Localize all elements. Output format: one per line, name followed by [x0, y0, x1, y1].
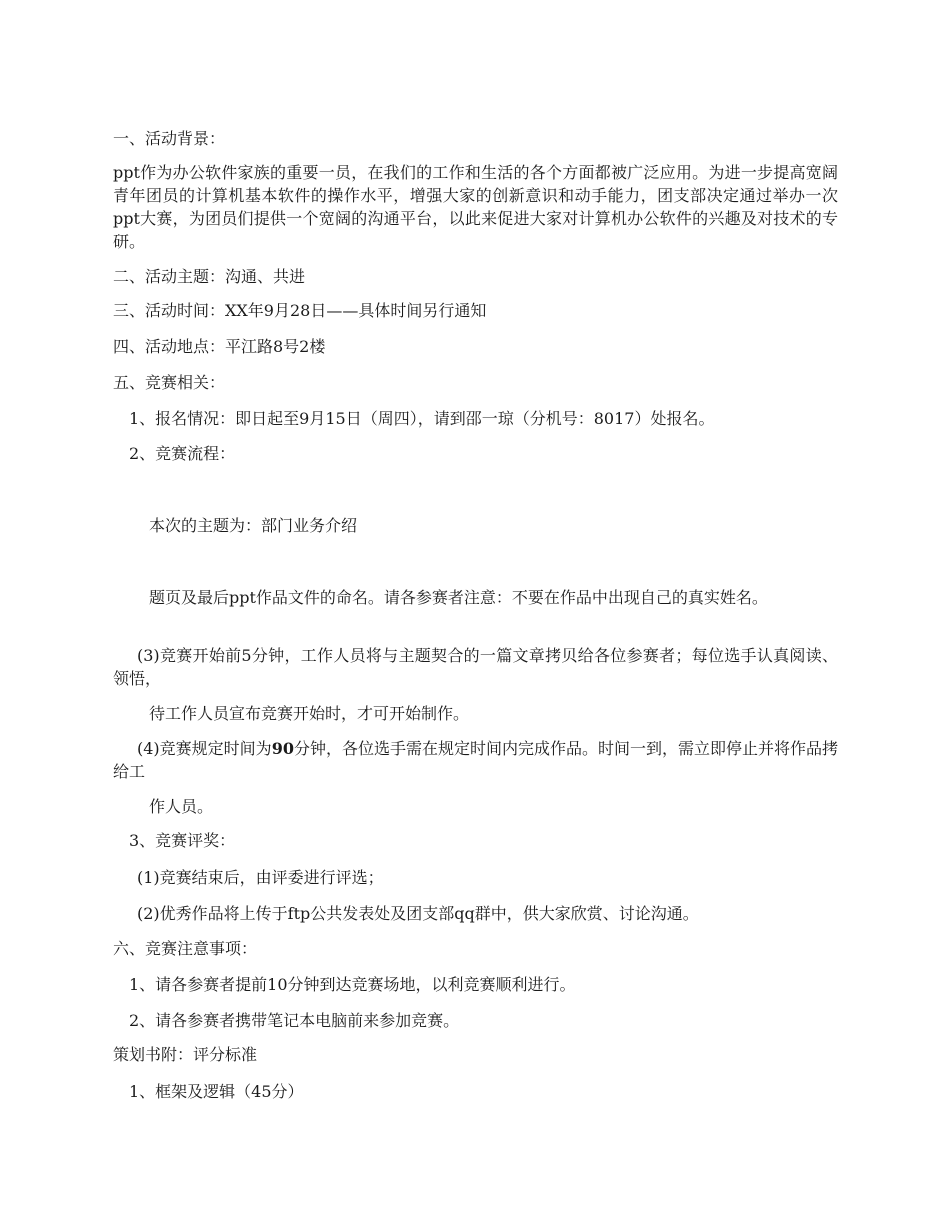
process-step-4-continued: 作人员。	[149, 797, 214, 816]
time-limit-value: 90	[271, 739, 294, 758]
section-heading-location: 四、活动地点：平江路8号2楼	[113, 337, 326, 356]
process-step-4-lead: (4)竞赛规定时间为	[137, 739, 272, 758]
award-heading: 3、竞赛评奖：	[129, 831, 236, 850]
process-step-4	[113, 737, 838, 783]
theme-line: 本次的主题为：部门业务介绍	[149, 516, 358, 535]
award-item-2: (2)优秀作品将上传于ftp公共发表处及团支部qq群中，供大家欣赏、讨论沟通。	[137, 904, 699, 923]
process-item: 2、竞赛流程：	[129, 444, 236, 463]
section-heading-background: 一、活动背景：	[113, 129, 226, 148]
section-heading-notes: 六、竞赛注意事项：	[113, 939, 258, 958]
background-paragraph: ppt作为办公软件家族的重要一员，在我们的工作和生活的各个方面都被广泛应用。为进一步提高宽阔青年团员的计算机基本软件的操作水平，增强大家的创新意识和动手能力，团支部决定通过举办一次ppt大赛，为团员们提供一个宽阔的沟通平台，以此来促进大家对计算机办公软件的兴趣及对技术的专研。	[113, 163, 838, 251]
process-step-3-continued: 待工作人员宣布竞赛开始时，才可开始制作。	[149, 704, 470, 723]
criteria-item-1: 1、框架及逻辑（45分）	[129, 1082, 304, 1101]
process-step-3: (3)竞赛开始前5分钟，工作人员将与主题契合的一篇文章拷贝给各位参赛者；每位选手认真阅读、领悟，	[113, 646, 838, 688]
section-heading-competition: 五、竞赛相关：	[113, 373, 226, 392]
section-heading-time: 三、活动时间：XX年9月28日——具体时间另行通知	[113, 301, 487, 320]
process-step-4-rest: 分钟，各位选手需在规定时间内完成作品。时间一到，需立即停止并将作品拷给工	[113, 739, 838, 781]
note-item-1: 1、请各参赛者提前10分钟到达竞赛场地，以利竞赛顺利进行。	[129, 975, 576, 994]
appendix-heading: 策划书附：评分标准	[113, 1045, 258, 1064]
naming-paragraph: 题页及最后ppt作品文件的命名。请各参赛者注意：不要在作品中出现自己的真实姓名。	[149, 588, 768, 607]
section-heading-theme: 二、活动主题：沟通、共进	[113, 267, 306, 286]
note-item-2: 2、请各参赛者携带笔记本电脑前来参加竞赛。	[129, 1011, 460, 1030]
award-item-1: (1)竞赛结束后，由评委进行评选；	[137, 868, 384, 887]
registration-item: 1、报名情况：即日起至9月15日（周四），请到邵一琼（分机号：8017）处报名。	[129, 409, 715, 428]
